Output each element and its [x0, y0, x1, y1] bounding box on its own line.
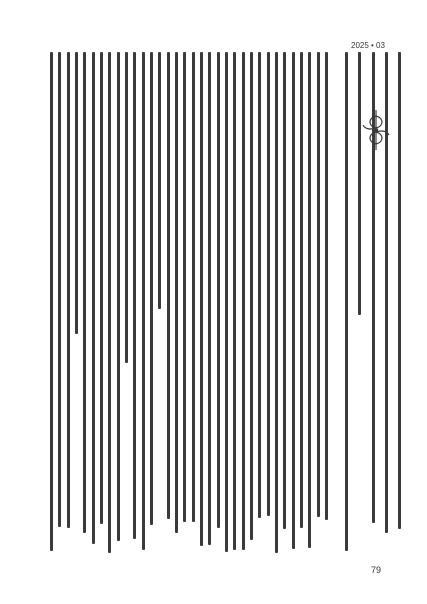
text-line: [225, 52, 228, 552]
text-line: [158, 52, 161, 309]
text-line: [150, 52, 153, 525]
text-line: [100, 52, 103, 524]
text-line: [192, 52, 195, 522]
text-line: [142, 52, 145, 550]
text-line: [83, 52, 86, 533]
text-line: [50, 52, 53, 551]
text-line: [300, 52, 303, 528]
text-line: [308, 52, 311, 548]
text-line: [117, 52, 120, 541]
text-line: [233, 52, 236, 550]
text-line: [58, 52, 61, 527]
text-line: [67, 52, 70, 528]
text-line: [292, 52, 295, 549]
text-line: [283, 52, 286, 529]
text-line: [325, 52, 328, 520]
text-line: [217, 52, 220, 528]
text-line: [267, 52, 270, 516]
text-line: [372, 52, 375, 523]
text-line: [75, 52, 78, 334]
body-text-right-block: [345, 52, 401, 557]
text-line: [92, 52, 95, 544]
text-line: [108, 52, 111, 553]
text-line: [200, 52, 203, 546]
text-line: [175, 52, 178, 533]
text-line: [208, 52, 211, 545]
text-line: [385, 52, 388, 533]
text-line: [167, 52, 170, 519]
text-line: [250, 52, 253, 540]
text-line: [275, 52, 278, 553]
text-line: [345, 52, 348, 551]
text-line: [358, 52, 361, 315]
text-line: [317, 52, 320, 517]
text-line: [133, 52, 136, 539]
text-line: [258, 52, 261, 518]
text-line: [398, 52, 401, 529]
page-number: 79: [371, 565, 382, 575]
text-line: [242, 52, 245, 550]
text-line: [125, 52, 128, 363]
body-text-left-block: [50, 52, 328, 557]
issue-label: 2025 • 03: [351, 41, 385, 50]
text-line: [183, 52, 186, 522]
